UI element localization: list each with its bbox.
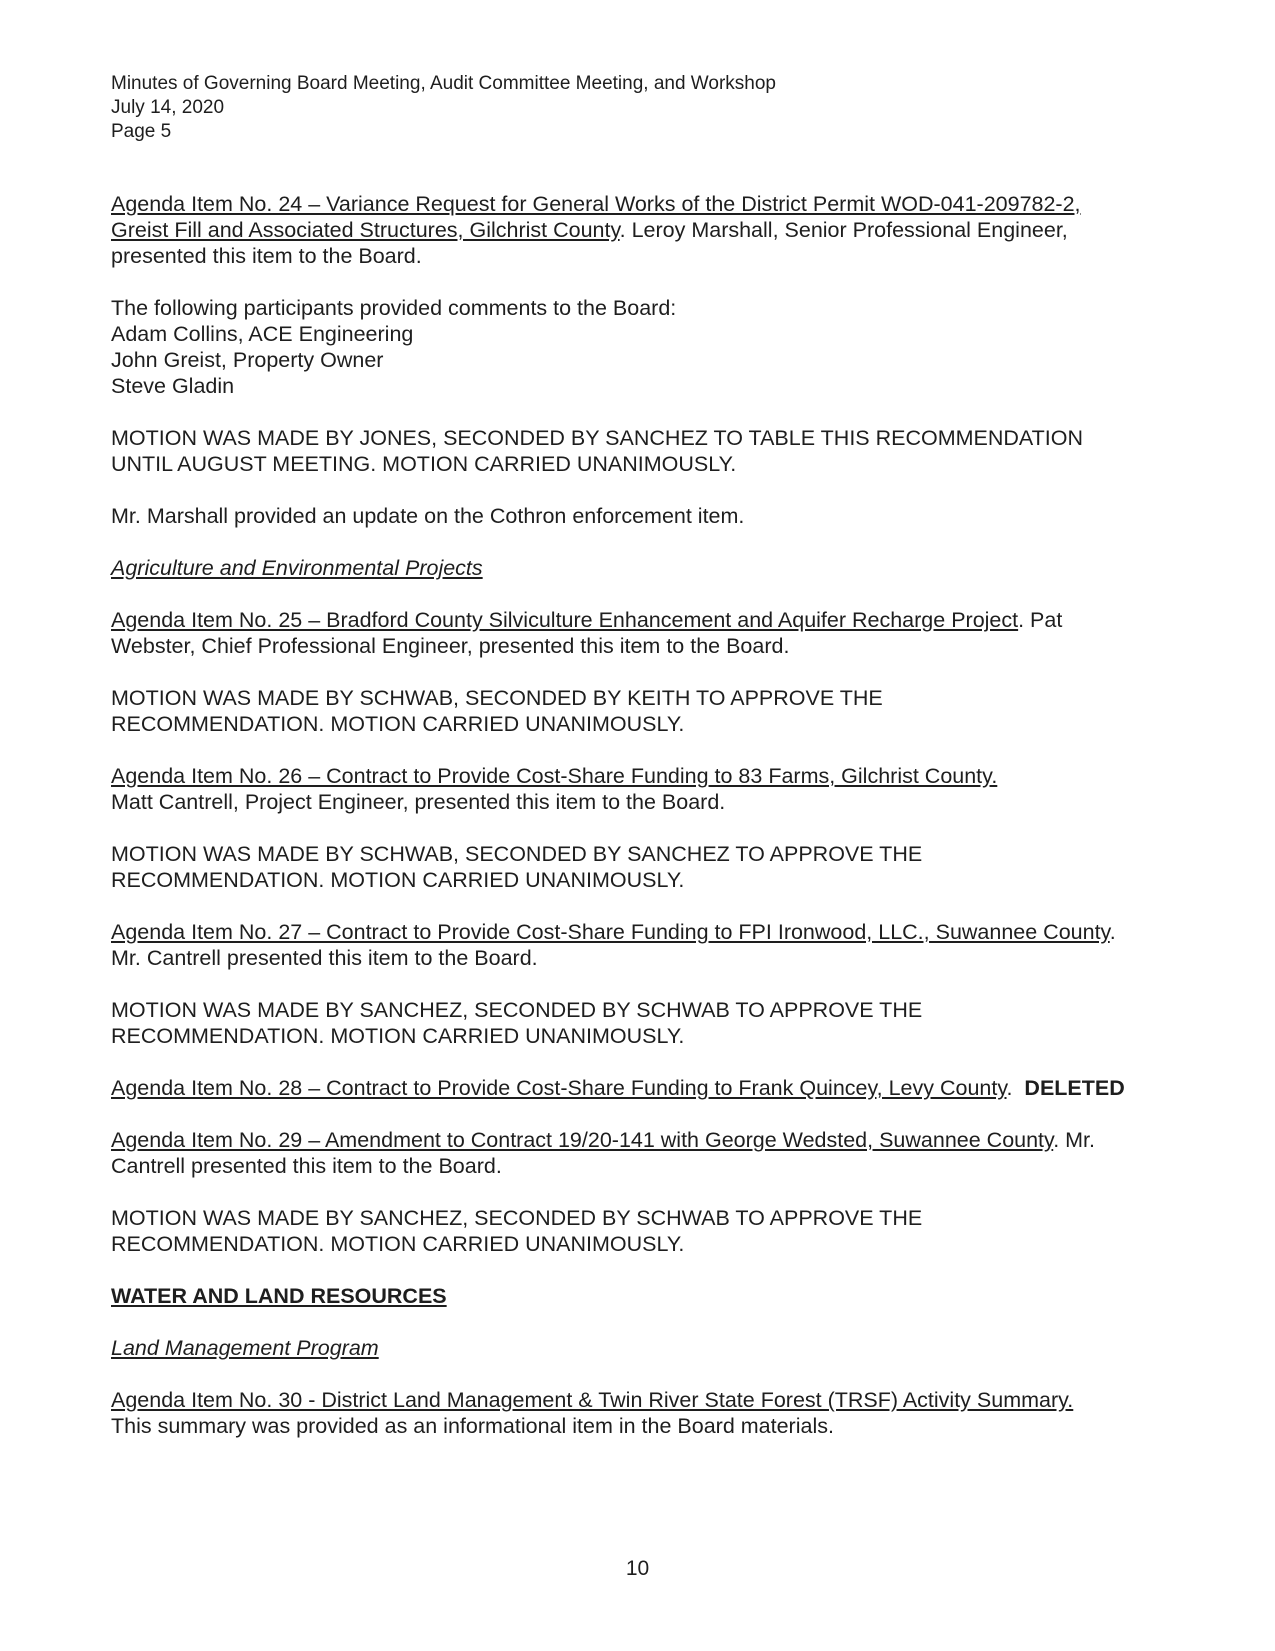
participants-block <box>111 295 1201 399</box>
motion-item-24 <box>111 425 1201 477</box>
agenda-item-30-title: Agenda Item No. 30 - District Land Management & Twin River State Forest (TRSF) Activity Summary. <box>111 1388 1074 1412</box>
motion-line: MOTION WAS MADE BY SCHWAB, SECONDED BY SANCHEZ TO APPROVE THE <box>111 842 923 866</box>
section-agriculture <box>111 555 1201 581</box>
motion-item-27 <box>111 997 1201 1049</box>
page-number: 10 <box>625 1557 650 1580</box>
motion-item-26 <box>111 841 1201 893</box>
agenda-item-25-text-part1: . Pat <box>1018 608 1063 632</box>
motion-line: RECOMMENDATION. MOTION CARRIED UNANIMOUSLY. <box>111 712 685 736</box>
agenda-item-28-title: Agenda Item No. 28 – Contract to Provide Cost-Share Funding to Frank Quincey, Levy County <box>111 1076 1007 1100</box>
header-page: Page 5 <box>111 121 172 142</box>
agenda-item-24-title-part2: Greist Fill and Associated Structures, Gilchrist County <box>111 218 620 242</box>
agenda-item-26-text: Matt Cantrell, Project Engineer, presented this item to the Board. <box>111 790 726 814</box>
cothron-update: Mr. Marshall provided an update on the Cothron enforcement item. <box>111 504 745 528</box>
motion-item-29 <box>111 1205 1201 1257</box>
agenda-item-27-text-part1: . <box>1109 920 1116 944</box>
agenda-item-25-text-part2: Webster, Chief Professional Engineer, presented this item to the Board. <box>111 634 790 658</box>
agenda-item-25 <box>111 607 1201 659</box>
participant-name: Steve Gladin <box>111 374 235 398</box>
agenda-item-29-text-part1: . Mr. <box>1053 1128 1096 1152</box>
participant-name: Adam Collins, ACE Engineering <box>111 322 414 346</box>
header-title: Minutes of Governing Board Meeting, Audit Committee Meeting, and Workshop <box>111 73 776 94</box>
agenda-item-28-text: . <box>1006 1076 1025 1100</box>
section-land-management-title: Land Management Program <box>111 1336 379 1360</box>
section-water-land <box>111 1283 1201 1309</box>
agenda-item-29-text-part2: Cantrell presented this item to the Board. <box>111 1154 502 1178</box>
agenda-item-24 <box>111 191 1201 269</box>
motion-line: RECOMMENDATION. MOTION CARRIED UNANIMOUSLY. <box>111 1232 685 1256</box>
section-water-land-heading: WATER AND LAND RESOURCES <box>111 1284 447 1308</box>
agenda-item-24-title-part1: Agenda Item No. 24 – Variance Request for General Works of the District Permit WOD-041-209782-2, <box>111 192 1081 216</box>
agenda-item-29-title: Agenda Item No. 29 – Amendment to Contract 19/20-141 with George Wedsted, Suwannee County <box>111 1128 1054 1152</box>
agenda-item-26 <box>111 763 1201 815</box>
section-agriculture-title: Agriculture and Environmental Projects <box>111 556 483 580</box>
agenda-item-30-text: This summary was provided as an informational item in the Board materials. <box>111 1414 834 1438</box>
agenda-item-25-title: Agenda Item No. 25 – Bradford County Silviculture Enhancement and Aquifer Recharge Project <box>111 608 1019 632</box>
agenda-item-27-text-part2: Mr. Cantrell presented this item to the Board. <box>111 946 538 970</box>
participant-name: John Greist, Property Owner <box>111 348 384 372</box>
motion-line: MOTION WAS MADE BY SCHWAB, SECONDED BY KEITH TO APPROVE THE <box>111 686 883 710</box>
motion-item-25 <box>111 685 1201 737</box>
agenda-item-28 <box>111 1075 1201 1101</box>
header-date: July 14, 2020 <box>111 97 225 118</box>
page-header <box>111 72 1201 144</box>
motion-line: UNTIL AUGUST MEETING. MOTION CARRIED UNANIMOUSLY. <box>111 452 737 476</box>
deleted-badge: DELETED <box>1024 1076 1125 1100</box>
section-land-management <box>111 1335 1201 1361</box>
agenda-item-24-text-part2: presented this item to the Board. <box>111 244 422 268</box>
agenda-item-29 <box>111 1127 1201 1179</box>
document-page <box>111 72 1201 1465</box>
agenda-item-27 <box>111 919 1201 971</box>
agenda-item-27-title: Agenda Item No. 27 – Contract to Provide Cost-Share Funding to FPI Ironwood, LLC., Suwannee County <box>111 920 1110 944</box>
agenda-item-30 <box>111 1387 1201 1439</box>
motion-line: RECOMMENDATION. MOTION CARRIED UNANIMOUSLY. <box>111 1024 685 1048</box>
motion-line: MOTION WAS MADE BY SANCHEZ, SECONDED BY SCHWAB TO APPROVE THE <box>111 998 923 1022</box>
agenda-item-24-text-part1: . Leroy Marshall, Senior Professional Engineer, <box>619 218 1068 242</box>
agenda-item-26-title: Agenda Item No. 26 – Contract to Provide Cost-Share Funding to 83 Farms, Gilchrist County. <box>111 764 998 788</box>
participants-intro: The following participants provided comments to the Board: <box>111 296 677 320</box>
motion-line: MOTION WAS MADE BY JONES, SECONDED BY SANCHEZ TO TABLE THIS RECOMMENDATION <box>111 426 1084 450</box>
motion-line: MOTION WAS MADE BY SANCHEZ, SECONDED BY SCHWAB TO APPROVE THE <box>111 1206 923 1230</box>
motion-line: RECOMMENDATION. MOTION CARRIED UNANIMOUSLY. <box>111 868 685 892</box>
